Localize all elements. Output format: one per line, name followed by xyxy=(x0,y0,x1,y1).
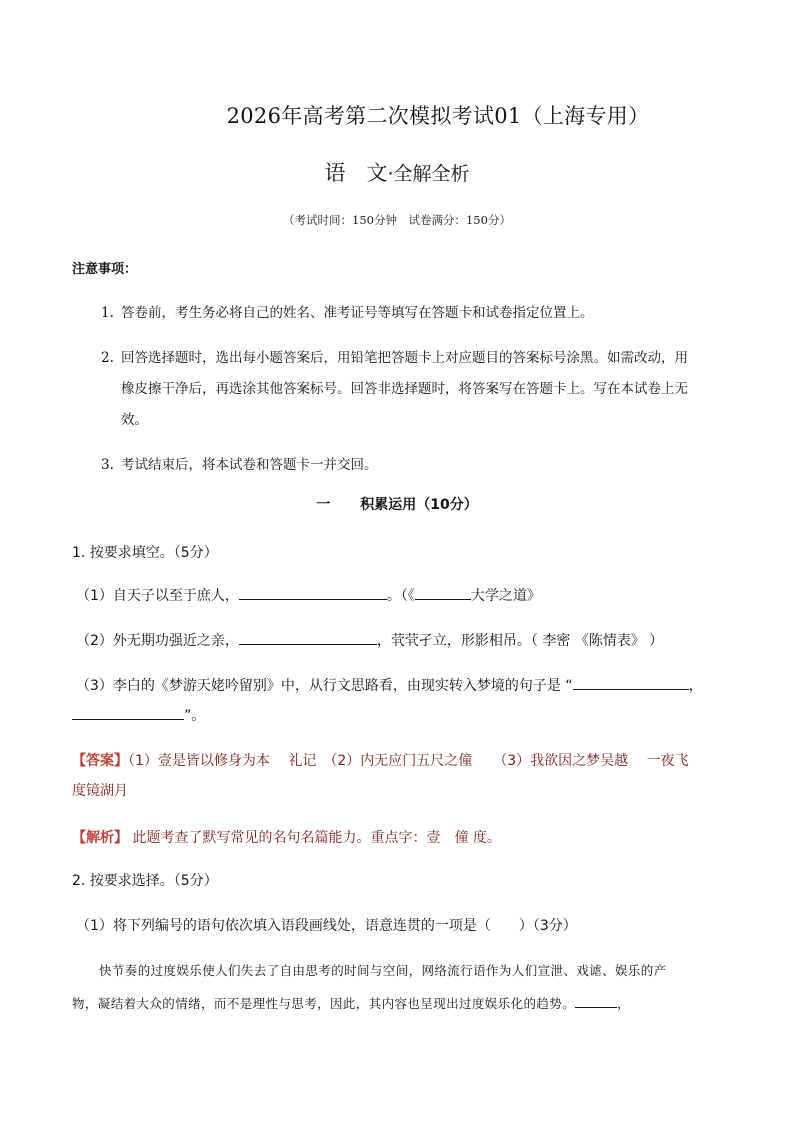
exam-info: （考试时间：150分钟 试卷满分：150分） xyxy=(283,213,511,227)
analysis-block xyxy=(72,827,501,847)
question-1-item-3-line-2 xyxy=(72,705,205,725)
item-text: ”。 xyxy=(184,708,206,724)
notice-item-2 xyxy=(101,346,688,366)
section-heading xyxy=(0,494,794,514)
notice-item-3 xyxy=(101,453,378,473)
item-text: ， xyxy=(688,678,703,694)
passage-line-1: 快节奏的过度娱乐使人们失去了自由思考的时间与空间，网络流行语作为人们宣泄、戏谑、娱乐的产 xyxy=(99,963,667,978)
fill-blank xyxy=(239,585,387,600)
question-1-item-3 xyxy=(76,675,703,695)
analysis-tag: 【解析】 xyxy=(72,830,128,846)
notice-item-text: 考试结束后，将本试卷和答题卡一并交回。 xyxy=(121,457,378,473)
notice-item-text: 答卷前，考生务必将自己的姓名、准考证号等填写在答题卡和试卷指定位置上。 xyxy=(121,305,594,321)
section-title: 积累运用（10分） xyxy=(360,497,478,513)
notice-heading: 注意事项： xyxy=(72,262,138,277)
document-title: 2026年高考第二次模拟考试01（上海专用） xyxy=(226,104,650,128)
item-text: （3）李白的《梦游天姥吟留别》中，从行文思路看，由现实转入梦境的句子是 “ xyxy=(76,678,573,694)
notice-item-number: 1. xyxy=(101,305,114,321)
subject-label: 语 文 xyxy=(324,161,388,185)
fill-blank xyxy=(415,585,471,600)
item-text: 大学之道》 xyxy=(470,588,541,604)
passage-line-2 xyxy=(72,994,630,1012)
section-number: 一 xyxy=(316,497,331,513)
fill-blank xyxy=(573,675,689,690)
fill-blank xyxy=(575,995,617,1008)
notice-item-2-line-2: 橡皮擦干净后，再选涂其他答案标号。回答非选择题时，将答案写在答题卡上。写在本试卷上无 xyxy=(121,381,688,397)
notice-item-number: 3. xyxy=(101,457,114,473)
answer-line-2: 度镜湖月 xyxy=(72,783,128,799)
question-1-item-1 xyxy=(76,585,541,605)
notice-item-2-line-3: 效。 xyxy=(121,412,148,428)
analysis-text: 此题考查了默写常见的名句名篇能力。重点字：壹 僮 度。 xyxy=(128,830,501,846)
notice-item-1 xyxy=(101,301,594,321)
fill-blank xyxy=(239,630,377,645)
passage-text: ， xyxy=(617,996,631,1011)
answer-tag: 【答案】 xyxy=(72,753,128,769)
subtitle-suffix: ·全解全析 xyxy=(387,163,470,185)
fill-blank xyxy=(72,705,184,720)
question-1-stem: 1. 按要求填空。（5分） xyxy=(72,545,218,561)
notice-item-number: 2. xyxy=(101,350,114,366)
passage-text: 物，凝结着大众的情绪，而不是理性与思考，因此，其内容也呈现出过度娱乐化的趋势。 xyxy=(72,996,576,1011)
question-2-stem: 2. 按要求选择。（5分） xyxy=(72,873,218,889)
notice-item-text: 回答选择题时，选出每小题答案后，用铅笔把答题卡上对应题目的答案标号涂黑。如需改动，用 xyxy=(121,350,688,366)
item-text: （2）外无期功强近之亲， xyxy=(76,633,239,649)
question-1-item-2 xyxy=(76,630,663,650)
answer-block xyxy=(72,750,689,770)
item-text: （1）自天子以至于庶人， xyxy=(76,588,239,604)
item-text: ，茕茕孑立，形影相吊。（ 李密 《陈情表》 ） xyxy=(376,633,664,649)
document-subtitle xyxy=(0,157,794,187)
question-2-item-1: （1）将下列编号的语句依次填入语段画线处，语意连贯的一项是（ ）（3分） xyxy=(76,918,577,934)
answer-text: （1）壹是皆以修身为本 礼记 （2）内无应门五尺之僮 （3）我欲因之梦吴越 一夜飞 xyxy=(128,753,689,769)
item-text: 。（《 xyxy=(386,588,415,604)
